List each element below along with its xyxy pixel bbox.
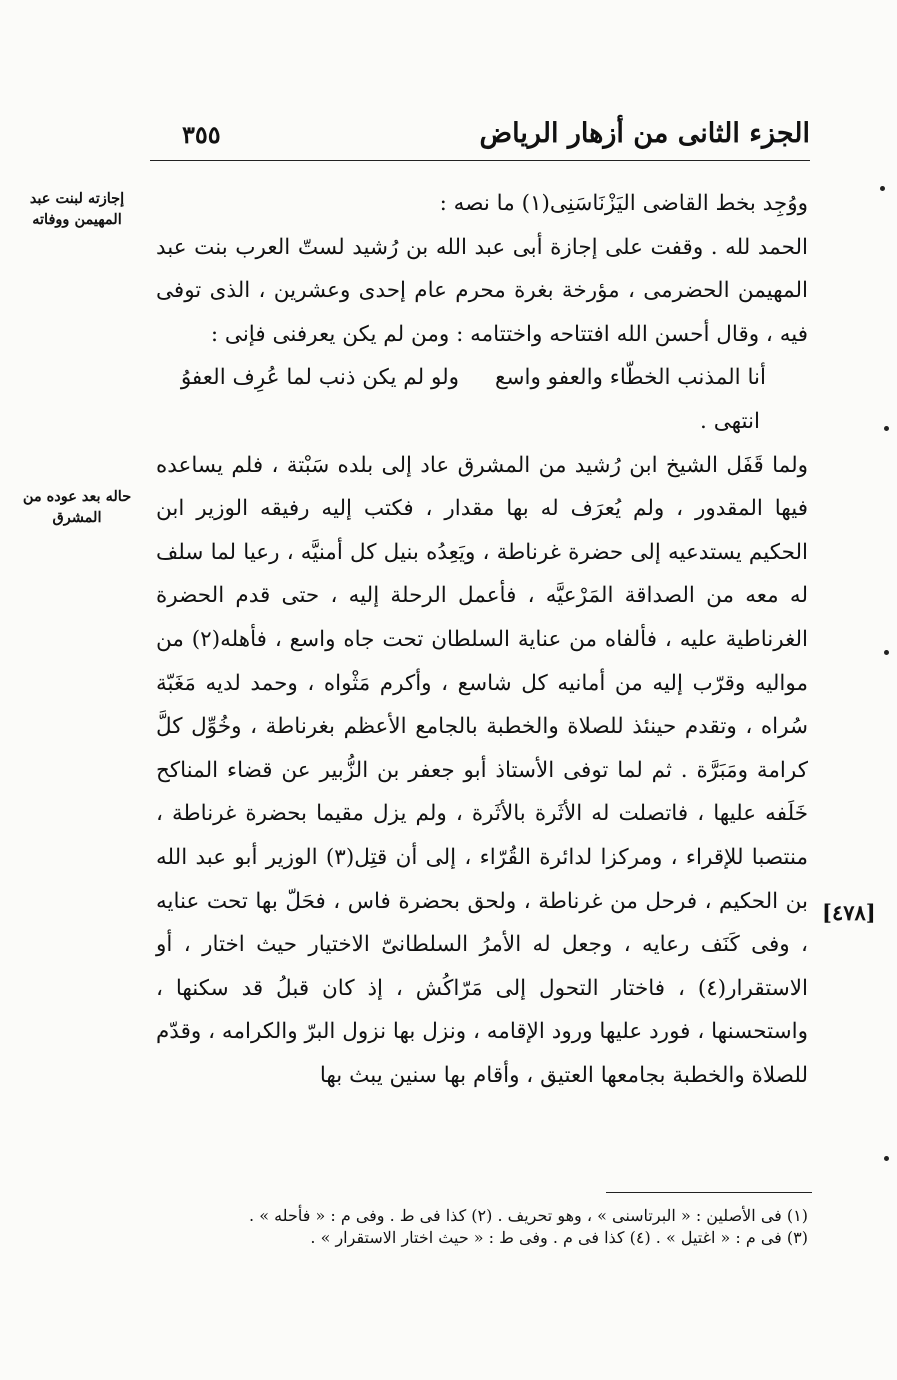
paragraph: ووُجِد بخط القاضى اليَزْنَاسَنِى(١) ما نصه :: [439, 191, 808, 216]
margin-dot: [884, 426, 889, 431]
footnote-line: (٣) فى م : « اغتيل » . (٤) كذا فى م . وفى ط : « حيث اختار الاستقرار » .: [310, 1228, 808, 1247]
header-rule: [150, 160, 810, 161]
verse: [156, 356, 808, 400]
margin-dot: [884, 1156, 889, 1161]
footnotes: [156, 1205, 808, 1249]
running-head-title: الجزء الثانى من أزهار الرياض: [479, 118, 810, 149]
paragraph: انتهى .: [700, 408, 760, 434]
verse-right-hemistich: أنا المذنب الخطّاء والعفو واسع: [495, 365, 766, 391]
verse-left-hemistich: ولو لم يكن ذنب لما عُرِف العفوُ: [180, 365, 460, 391]
running-header: [150, 112, 810, 160]
main-text: [156, 182, 808, 1097]
margin-note: حاله بعد عوده من المشرق: [22, 488, 132, 526]
paragraph: الحمد لله . وقفت على إجازة أبى عبد الله بن رُشيد لستّ العرب بنت عبد المهيمن الحضرمى ، مؤرخة بغرة محرم عام إحدى وعشرين ، الذى توفى فيه ، وقال أحسن الله افتتاحه واختتامه : ومن لم يكن يعرفنى فإنى :: [156, 234, 808, 347]
paragraph: ولما قَفَل الشيخ ابن رُشيد من المشرق عاد إلى بلده سَبْتة ، فلم يساعده فيها المقدور ، ولم يُعرَف له بها مقدار ، فكتب إليه رفيقه الوزير ابن الحكيم يستدعيه إلى حضرة غرناطة ، ويَعِدُه بنيل كل أمنيَّه ، رعيا لما سلف له معه من الصداقة المَرْعيَّه ، فأعمل الرحلة إليه ، حتى قدم الحضرة الغرناطية عليه ، فألفاه من عناية السلطان تحت جاه واسع ، فأهله(٢) من مواليه وقرّب إليه من أمانيه كل شاسع ، وأكرم مَثْواه ، وحمد لديه مَغَبّة سُراه ، وتقدم حينئذ للصلاة والخطبة بالجامع الأعظم بغرناطة ، وخُوِّل كلَّ كرامة ومَبَرَّة . ثم لما توفى الأستاذ أبو جعفر بن الزُّبير عن قضاء المناكح خَلَفه عليها ، فاتصلت له الأثَرة بالأثَرة ، ولم يزل مقيما بحضرة غرناطة ، منتصبا للإقراء ، ومركزا لدائرة القُرّاء ، إلى أن قتِل(٣) الوزير أبو عبد الله بن الحكيم ، فرحل من غرناطة ، ولحق بحضرة فاس ، فحَلّ بها تحت عنايه ، وفى كَنَف رعايه ، وجعل له الأمرُ السلطانىّ الاختيار حيث اختار ، أو الاستقرار(٤) ، فاختار التحول إلى مَرّاكُش ، إذ كان قبلُ قد سكنها ، واستحسنها ، فورد عليها ورود الإقامه ، ونزل بها نزول البرّ والكرامه ، وقدّم للصلاة والخطبة بجامعها العتيق ، وأقام بها سنين يبث بها: [156, 452, 808, 1088]
footnote-line: (١) فى الأصلين : « البرتاسنى » ، وهو تحريف . (٢) كذا فى ط . وفى م : « فأحله » .: [249, 1206, 808, 1225]
page-number: ٣٥٥: [182, 120, 221, 149]
folio-reference: [٤٧٨]: [822, 900, 876, 925]
margin-dot: [884, 650, 889, 655]
margin-dot: [880, 186, 885, 191]
margin-note: إجازته لبنت عبد المهيمن ووفاته: [29, 190, 125, 228]
footnote-rule: [606, 1192, 812, 1193]
